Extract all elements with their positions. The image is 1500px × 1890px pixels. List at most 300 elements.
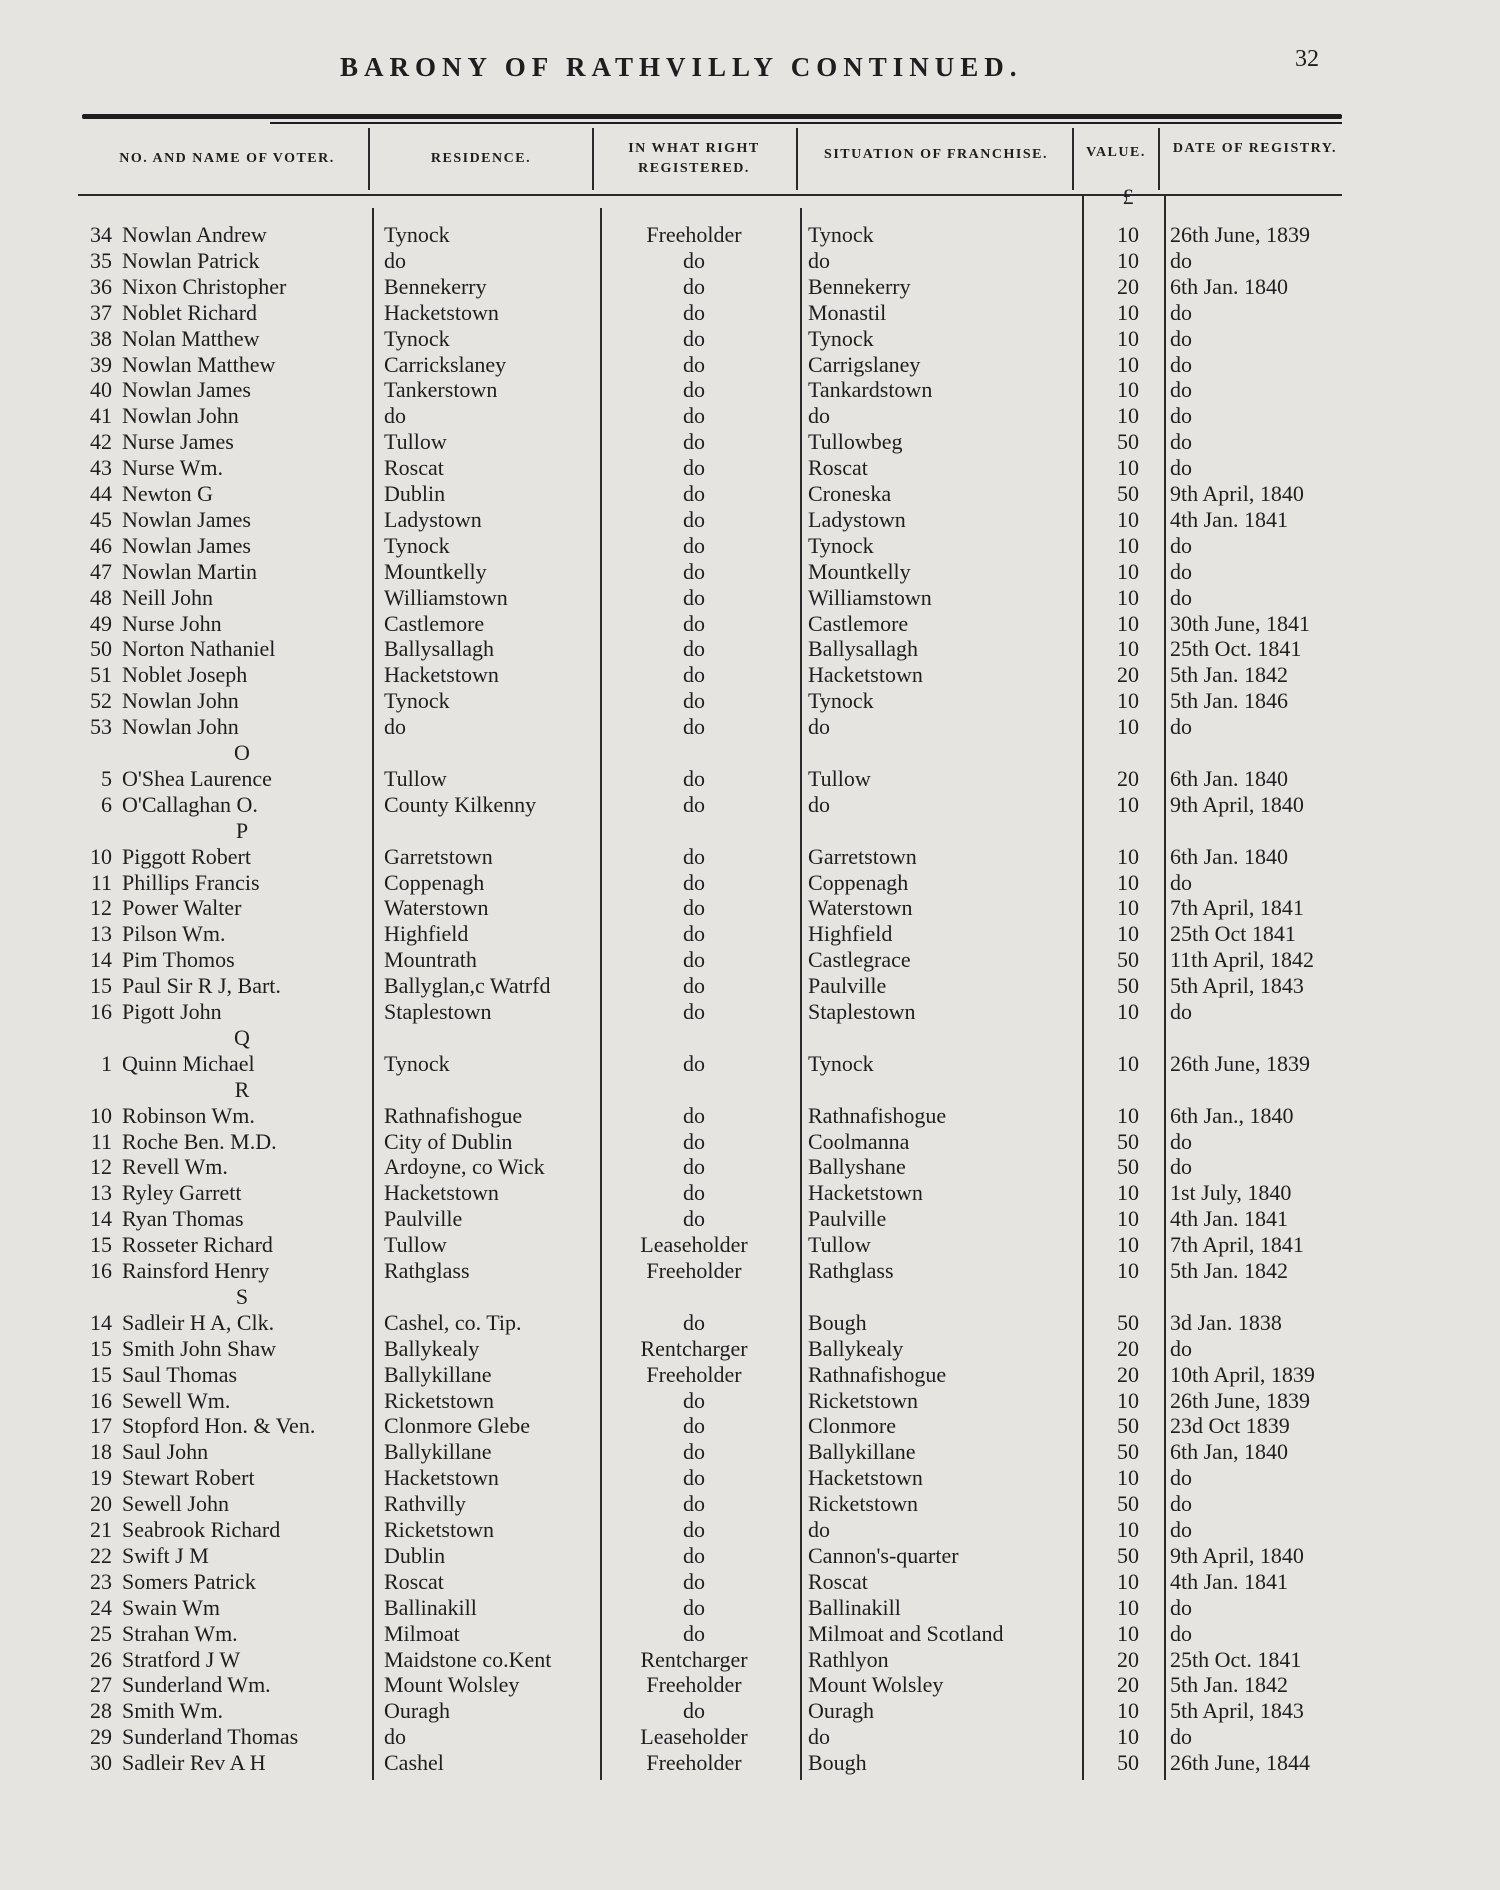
franchise-value: 10 (1117, 1569, 1139, 1594)
voter-residence: Ricketstown (384, 1517, 494, 1542)
franchise-value: 10 (1117, 1724, 1139, 1749)
registry-date: 23d Oct 1839 (1170, 1413, 1290, 1438)
voter-right: do (683, 1465, 705, 1490)
franchise-situation: Mount Wolsley (808, 1672, 944, 1697)
franchise-situation: do (808, 248, 830, 273)
registry-date: do (1170, 248, 1192, 273)
franchise-value: 50 (1117, 1154, 1139, 1179)
column-header-value: VALUE. (1086, 145, 1146, 160)
registry-date: do (1170, 1336, 1192, 1361)
voter-residence: Milmoat (384, 1621, 460, 1646)
section-letter: R (234, 1077, 250, 1102)
franchise-situation: Roscat (808, 1569, 868, 1594)
voter-number: 41 (90, 403, 112, 428)
column-divider (1158, 128, 1160, 190)
franchise-value: 10 (1117, 585, 1139, 610)
registry-date: 5th April, 1843 (1170, 1698, 1304, 1723)
voter-residence: do (384, 248, 406, 273)
voter-name: Sewell Wm. (122, 1388, 231, 1413)
franchise-situation: do (808, 403, 830, 428)
voter-right: Freeholder (646, 1258, 742, 1283)
franchise-situation: Hacketstown (808, 662, 923, 687)
voter-number: 29 (90, 1724, 112, 1749)
franchise-value: 20 (1117, 766, 1139, 791)
section-letter: O (234, 740, 250, 765)
voter-residence: Tullow (384, 1232, 447, 1257)
voter-number: 34 (90, 222, 112, 247)
voter-name: Sunderland Thomas (122, 1724, 299, 1749)
registry-date: 4th Jan. 1841 (1170, 507, 1288, 532)
registry-date: 6th Jan., 1840 (1170, 1103, 1294, 1128)
voter-name: Sunderland Wm. (122, 1672, 271, 1697)
franchise-value: 10 (1117, 248, 1139, 273)
voter-right: Freeholder (646, 1672, 742, 1697)
column-header-right-line1: IN WHAT RIGHT (628, 141, 760, 156)
voter-number: 1 (101, 1051, 112, 1076)
voter-right: do (683, 870, 705, 895)
voter-number: 15 (90, 1362, 112, 1387)
voter-residence: Hacketstown (384, 662, 499, 687)
franchise-situation: Croneska (808, 481, 892, 506)
voter-right: do (683, 455, 705, 480)
registry-date: 9th April, 1840 (1170, 792, 1304, 817)
voter-name: Swain Wm (122, 1595, 220, 1620)
table-row (0, 1413, 1500, 1439)
voter-right: do (683, 895, 705, 920)
voter-residence: Cashel, co. Tip. (384, 1310, 522, 1335)
registry-date: do (1170, 377, 1192, 402)
voter-right: do (683, 429, 705, 454)
column-divider (592, 128, 594, 190)
table-row (0, 1439, 1500, 1465)
voter-name: Noblet Richard (122, 300, 258, 325)
voter-number: 52 (90, 688, 112, 713)
voter-name: Nowlan James (122, 377, 251, 402)
table-row (0, 507, 1500, 533)
voter-residence: Hacketstown (384, 1465, 499, 1490)
franchise-situation: do (808, 714, 830, 739)
registry-date: 26th June, 1844 (1170, 1750, 1310, 1775)
voter-number: 23 (90, 1569, 112, 1594)
voter-number: 10 (90, 844, 112, 869)
voter-number: 16 (90, 1388, 112, 1413)
franchise-value: 10 (1117, 326, 1139, 351)
voter-right: do (683, 1180, 705, 1205)
registry-date: 7th April, 1841 (1170, 895, 1304, 920)
voter-right: Leaseholder (640, 1232, 748, 1257)
registry-date: 5th Jan. 1842 (1170, 1258, 1288, 1283)
voter-residence: Roscat (384, 455, 444, 480)
voter-right: do (683, 688, 705, 713)
voter-number: 27 (90, 1672, 112, 1697)
registry-date: do (1170, 1465, 1192, 1490)
table-row (0, 403, 1500, 429)
franchise-situation: Mountkelly (808, 559, 911, 584)
franchise-situation: Waterstown (808, 895, 913, 920)
voter-name: Power Walter (122, 895, 242, 920)
voter-residence: Castlemore (384, 611, 485, 636)
voter-residence: Bennekerry (384, 274, 487, 299)
voter-right: Freeholder (646, 222, 742, 247)
voter-residence: Rathglass (384, 1258, 470, 1283)
franchise-situation: Tullow (808, 766, 871, 791)
registry-date: 25th Oct. 1841 (1170, 1647, 1302, 1672)
voter-right: do (683, 1491, 705, 1516)
table-row (0, 222, 1500, 248)
franchise-value: 20 (1117, 1647, 1139, 1672)
registry-date: 26th June, 1839 (1170, 1388, 1310, 1413)
voter-name: Neill John (122, 585, 214, 610)
franchise-value: 10 (1117, 1388, 1139, 1413)
franchise-value: 20 (1117, 662, 1139, 687)
registry-date: do (1170, 533, 1192, 558)
voter-right: do (683, 1154, 705, 1179)
voter-name: Somers Patrick (122, 1569, 256, 1594)
table-row (0, 1258, 1500, 1284)
voter-number: 36 (90, 274, 112, 299)
voter-name: Nowlan James (122, 533, 251, 558)
franchise-situation: Rathglass (808, 1258, 894, 1283)
registry-date: do (1170, 1517, 1192, 1542)
franchise-value: 10 (1117, 1206, 1139, 1231)
voter-number: 49 (90, 611, 112, 636)
voter-right: do (683, 973, 705, 998)
franchise-value: 50 (1117, 973, 1139, 998)
voter-name: Nurse John (122, 611, 222, 636)
registry-date: 25th Oct. 1841 (1170, 636, 1302, 661)
franchise-situation: Roscat (808, 455, 868, 480)
franchise-value: 10 (1117, 688, 1139, 713)
column-header-voter: NO. AND NAME OF VOTER. (119, 151, 335, 166)
franchise-value: 50 (1117, 1439, 1139, 1464)
franchise-situation: Castlemore (808, 611, 909, 636)
registry-date: do (1170, 1621, 1192, 1646)
section-letter: Q (234, 1025, 250, 1050)
voter-residence: Ouragh (384, 1698, 450, 1723)
franchise-situation: do (808, 1724, 830, 1749)
voter-name: Quinn Michael (122, 1051, 255, 1076)
voter-number: 46 (90, 533, 112, 558)
voter-number: 25 (90, 1621, 112, 1646)
voter-name: Robinson Wm. (122, 1103, 255, 1128)
franchise-value: 20 (1117, 1362, 1139, 1387)
franchise-situation: Tullowbeg (808, 429, 903, 454)
registry-date: do (1170, 455, 1192, 480)
voter-number: 35 (90, 248, 112, 273)
franchise-value: 10 (1117, 533, 1139, 558)
franchise-value: 10 (1117, 1595, 1139, 1620)
voter-name: Nixon Christopher (122, 274, 287, 299)
voter-name: Noblet Joseph (122, 662, 248, 687)
voter-residence: Waterstown (384, 895, 489, 920)
voter-name: Rosseter Richard (122, 1232, 273, 1257)
franchise-situation: Castlegrace (808, 947, 911, 972)
table-row (0, 326, 1500, 352)
table-row (0, 792, 1500, 818)
voter-right: do (683, 947, 705, 972)
voter-right: do (683, 999, 705, 1024)
franchise-value: 50 (1117, 947, 1139, 972)
voter-number: 12 (90, 895, 112, 920)
voter-number: 14 (90, 1310, 112, 1335)
voter-number: 14 (90, 947, 112, 972)
registry-date: 30th June, 1841 (1170, 611, 1310, 636)
voter-number: 12 (90, 1154, 112, 1179)
table-row (0, 714, 1500, 740)
column-divider (796, 128, 798, 190)
voter-right: do (683, 1517, 705, 1542)
voter-number: 47 (90, 559, 112, 584)
franchise-situation: Ballykillane (808, 1439, 916, 1464)
table-row (0, 1595, 1500, 1621)
franchise-value: 10 (1117, 792, 1139, 817)
voter-name: Seabrook Richard (122, 1517, 281, 1542)
franchise-value: 50 (1117, 1543, 1139, 1568)
franchise-situation: Tynock (808, 222, 874, 247)
franchise-situation: Ricketstown (808, 1491, 918, 1516)
table-row (0, 481, 1500, 507)
voter-name: Sadleir H A, Clk. (122, 1310, 275, 1335)
voter-name: Nowlan Matthew (122, 352, 276, 377)
franchise-value: 10 (1117, 507, 1139, 532)
registry-date: 10th April, 1839 (1170, 1362, 1315, 1387)
registry-date: do (1170, 1595, 1192, 1620)
voter-number: 22 (90, 1543, 112, 1568)
voter-right: do (683, 300, 705, 325)
table-row (0, 300, 1500, 326)
voter-residence: Clonmore Glebe (384, 1413, 531, 1438)
franchise-value: 50 (1117, 1750, 1139, 1775)
voter-number: 18 (90, 1439, 112, 1464)
franchise-situation: do (808, 1517, 830, 1542)
voter-name: Piggott Robert (122, 844, 251, 869)
franchise-value: 10 (1117, 895, 1139, 920)
voter-name: Nowlan John (122, 714, 239, 739)
franchise-situation: Carrigslaney (808, 352, 921, 377)
franchise-value: 10 (1117, 352, 1139, 377)
franchise-situation: Coppenagh (808, 870, 909, 895)
voter-residence: Garretstown (384, 844, 493, 869)
voter-number: 15 (90, 1232, 112, 1257)
registry-date: 7th April, 1841 (1170, 1232, 1304, 1257)
franchise-situation: Garretstown (808, 844, 917, 869)
voter-name: O'Callaghan O. (122, 792, 258, 817)
voter-residence: Mount Wolsley (384, 1672, 520, 1697)
franchise-value: 10 (1117, 870, 1139, 895)
voter-right: do (683, 714, 705, 739)
section-letter: S (235, 1284, 249, 1309)
voter-name: Pilson Wm. (122, 921, 226, 946)
franchise-value: 10 (1117, 559, 1139, 584)
table-row (0, 973, 1500, 999)
voter-residence: Ballykillane (384, 1439, 492, 1464)
registry-date: 6th Jan, 1840 (1170, 1439, 1288, 1464)
table-row (0, 1750, 1500, 1776)
voter-number: 5 (101, 766, 112, 791)
table-row (0, 1129, 1500, 1155)
voter-residence: Tynock (384, 688, 450, 713)
voter-residence: Dublin (384, 1543, 446, 1568)
franchise-situation: Ballinakill (808, 1595, 901, 1620)
voter-number: 11 (90, 1129, 112, 1154)
voter-name: Sewell John (122, 1491, 229, 1516)
voter-number: 28 (90, 1698, 112, 1723)
voter-right: Rentcharger (640, 1647, 748, 1672)
franchise-value: 10 (1117, 377, 1139, 402)
voter-name: Nowlan Patrick (122, 248, 260, 273)
table-row (0, 1051, 1500, 1077)
franchise-situation: Tynock (808, 1051, 874, 1076)
voter-residence: Ladystown (384, 507, 482, 532)
franchise-value: 20 (1117, 274, 1139, 299)
voter-number: 21 (90, 1517, 112, 1542)
voter-right: do (683, 559, 705, 584)
registry-date: do (1170, 585, 1192, 610)
table-row (0, 1206, 1500, 1232)
table-row (0, 1569, 1500, 1595)
franchise-value: 10 (1117, 921, 1139, 946)
voter-residence: do (384, 714, 406, 739)
registry-date: do (1170, 1724, 1192, 1749)
voter-name: Smith Wm. (122, 1698, 224, 1723)
header-rule-thick (82, 114, 1342, 119)
table-row (0, 611, 1500, 637)
franchise-situation: Paulville (808, 1206, 887, 1231)
registry-date: 4th Jan. 1841 (1170, 1569, 1288, 1594)
voter-residence: Hacketstown (384, 300, 499, 325)
voter-residence: Rathvilly (384, 1491, 466, 1516)
registry-date: 5th April, 1843 (1170, 973, 1304, 998)
voter-residence: Tynock (384, 1051, 450, 1076)
franchise-situation: Coolmanna (808, 1129, 910, 1154)
voter-name: O'Shea Laurence (122, 766, 272, 791)
voter-number: 50 (90, 636, 112, 661)
table-row (0, 1388, 1500, 1414)
franchise-value: 10 (1117, 1621, 1139, 1646)
voter-name: Nurse Wm. (122, 455, 224, 480)
voter-residence: Carrickslaney (384, 352, 507, 377)
voter-residence: Mountrath (384, 947, 477, 972)
voter-right: do (683, 1206, 705, 1231)
voter-number: 6 (101, 792, 112, 817)
franchise-situation: Bough (808, 1310, 867, 1335)
franchise-value: 10 (1117, 1517, 1139, 1542)
column-header-residence: RESIDENCE. (430, 151, 532, 166)
table-row (0, 1362, 1500, 1388)
table-row (0, 895, 1500, 921)
registry-date: 25th Oct 1841 (1170, 921, 1296, 946)
voter-right: do (683, 766, 705, 791)
voter-name: Phillips Francis (122, 870, 260, 895)
voter-right: do (683, 1621, 705, 1646)
voter-name: Swift J M (122, 1543, 209, 1568)
voter-residence: Tankerstown (384, 377, 498, 402)
table-row (0, 429, 1500, 455)
voter-name: Sadleir Rev A H (122, 1750, 266, 1775)
voter-number: 37 (90, 300, 112, 325)
voter-right: Rentcharger (640, 1336, 748, 1361)
voter-right: do (683, 1439, 705, 1464)
voter-right: do (683, 248, 705, 273)
registry-date: do (1170, 403, 1192, 428)
franchise-value: 50 (1117, 1129, 1139, 1154)
franchise-value: 10 (1117, 999, 1139, 1024)
table-row (0, 844, 1500, 870)
voter-right: do (683, 352, 705, 377)
franchise-value: 10 (1117, 300, 1139, 325)
table-row (0, 248, 1500, 274)
table-row (0, 1724, 1500, 1750)
table-row (0, 1647, 1500, 1673)
registry-date: 11th April, 1842 (1170, 947, 1315, 972)
voter-number: 42 (90, 429, 112, 454)
voter-residence: Tynock (384, 533, 450, 558)
voter-residence: Coppenagh (384, 870, 485, 895)
voter-number: 13 (90, 921, 112, 946)
franchise-situation: Milmoat and Scotland (808, 1621, 1004, 1646)
column-header-date: DATE OF REGISTRY. (1172, 141, 1338, 156)
voter-number: 26 (90, 1647, 112, 1672)
registry-date: 6th Jan. 1840 (1170, 274, 1288, 299)
voter-right: do (683, 1310, 705, 1335)
registry-date: do (1170, 326, 1192, 351)
registry-date: 6th Jan. 1840 (1170, 766, 1288, 791)
column-header-situation: SITUATION OF FRANCHISE. (824, 147, 1048, 162)
franchise-situation: Ballyshane (808, 1154, 906, 1179)
voter-residence: Staplestown (384, 999, 492, 1024)
registry-date: do (1170, 870, 1192, 895)
table-row (0, 688, 1500, 714)
table-row (0, 1232, 1500, 1258)
franchise-situation: Ricketstown (808, 1388, 918, 1413)
registry-date: 4th Jan. 1841 (1170, 1206, 1288, 1231)
voter-number: 15 (90, 973, 112, 998)
voter-residence: Ballykealy (384, 1336, 480, 1361)
franchise-value: 10 (1117, 1232, 1139, 1257)
voter-number: 16 (90, 999, 112, 1024)
voter-residence: Hacketstown (384, 1180, 499, 1205)
franchise-value: 10 (1117, 714, 1139, 739)
table-row (0, 1310, 1500, 1336)
voter-residence: City of Dublin (384, 1129, 513, 1154)
voter-name: Stopford Hon. & Ven. (122, 1413, 316, 1438)
voter-residence: Tullow (384, 429, 447, 454)
table-row (0, 1154, 1500, 1180)
voter-name: Pim Thomos (122, 947, 235, 972)
value-unit-symbol: £ (1122, 184, 1134, 209)
franchise-situation: Ouragh (808, 1698, 874, 1723)
registry-date: 9th April, 1840 (1170, 481, 1304, 506)
franchise-value: 10 (1117, 222, 1139, 247)
voter-number: 19 (90, 1465, 112, 1490)
franchise-value: 10 (1117, 1465, 1139, 1490)
franchise-value: 50 (1117, 1310, 1139, 1335)
table-row (0, 455, 1500, 481)
franchise-situation: Ladystown (808, 507, 906, 532)
voter-right: do (683, 1413, 705, 1438)
voter-right: do (683, 377, 705, 402)
franchise-situation: Rathnafishogue (808, 1362, 947, 1387)
voter-residence: Paulville (384, 1206, 463, 1231)
voter-residence: County Kilkenny (384, 792, 537, 817)
voter-number: 17 (90, 1413, 112, 1438)
table-row (0, 662, 1500, 688)
voter-name: Nowlan Andrew (122, 222, 267, 247)
table-row (0, 870, 1500, 896)
voter-residence: Roscat (384, 1569, 444, 1594)
voter-residence: Ballyglan,c Watrfd (384, 973, 551, 998)
voter-number: 10 (90, 1103, 112, 1128)
